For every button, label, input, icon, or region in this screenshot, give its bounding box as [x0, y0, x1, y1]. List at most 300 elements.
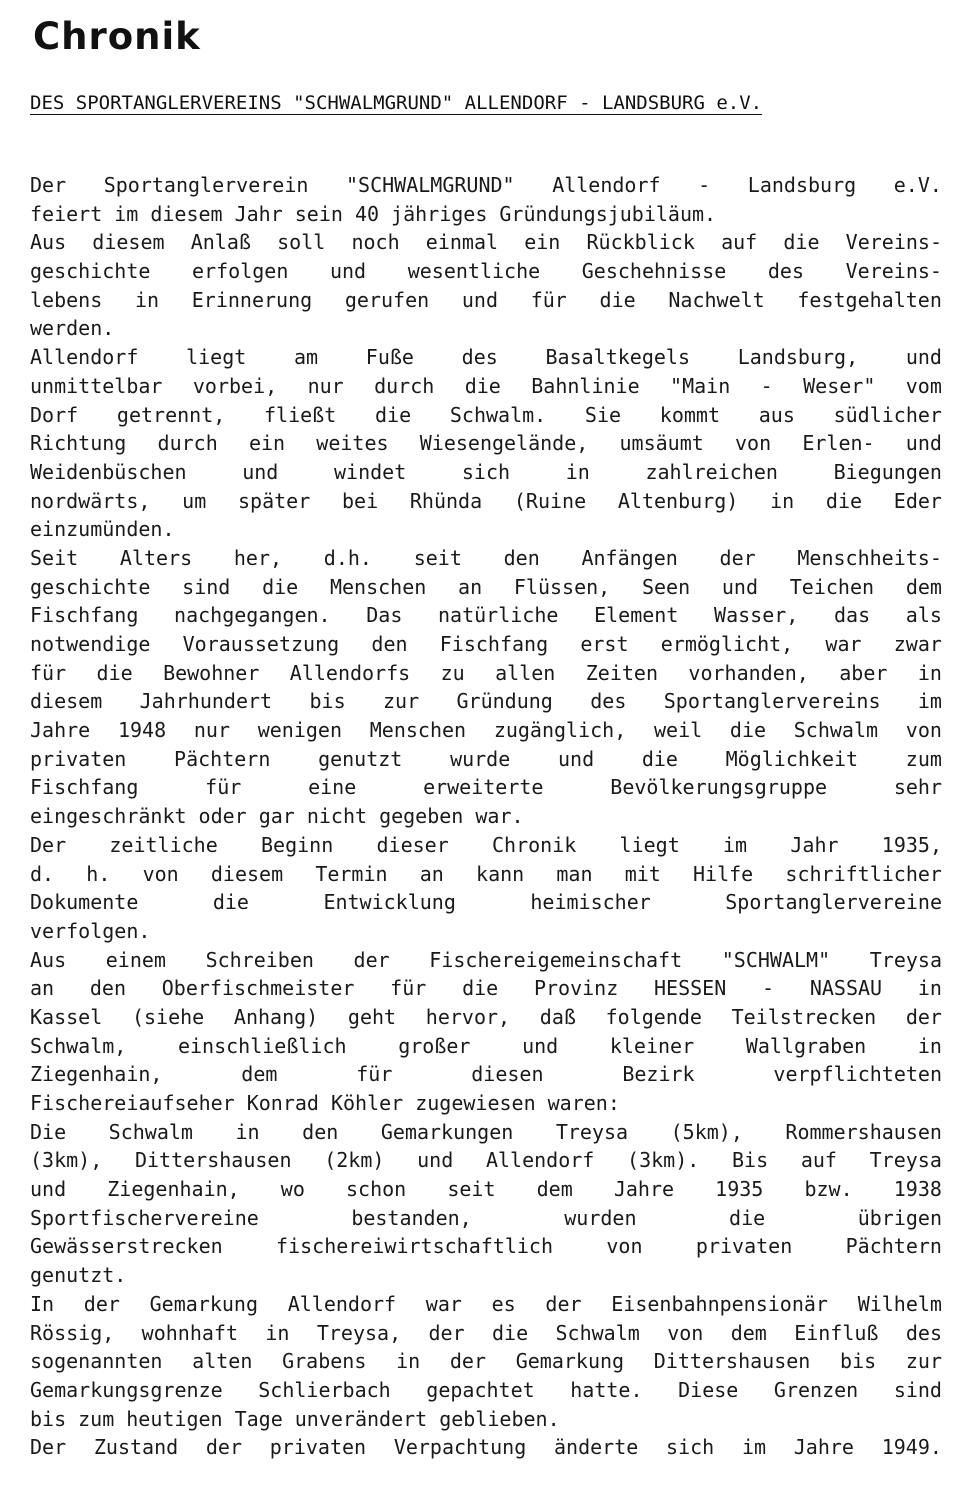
text-line [30, 630, 942, 659]
word: und [30, 1177, 67, 1202]
word: Treysa, [316, 1320, 402, 1345]
word: des [767, 259, 804, 284]
word: 1935 [715, 1177, 764, 1202]
word: seit [447, 1177, 496, 1202]
word: es [491, 1291, 516, 1316]
word: Anhang) [233, 1004, 319, 1029]
word: Weser" [803, 373, 876, 398]
word: (siehe [131, 1004, 205, 1029]
word: des [461, 345, 498, 370]
word: Biegungen [833, 459, 942, 484]
word: Fischereiaufseher [30, 1091, 235, 1115]
word: hatte. [570, 1377, 643, 1402]
text-line [30, 200, 942, 229]
word: schon [346, 1177, 407, 1202]
word: zum [78, 1406, 115, 1431]
word: die [262, 574, 299, 599]
word: Jahrhundert [139, 689, 273, 714]
word: im [917, 689, 942, 714]
word: 1948 [117, 718, 167, 743]
word: und [905, 345, 942, 370]
word: Eder [893, 488, 942, 513]
word: Der [30, 1435, 67, 1460]
word: getrennt, [116, 402, 226, 427]
word: 1935, [881, 832, 942, 857]
text-line [30, 171, 942, 200]
word: bzw. [804, 1177, 853, 1202]
word: 1938 [893, 1177, 942, 1202]
text-line [30, 773, 942, 802]
text-line [30, 659, 942, 688]
word: um [182, 488, 207, 513]
word: und [461, 287, 498, 312]
text-line [30, 1261, 942, 1290]
word: des [590, 689, 627, 714]
word: in [917, 976, 942, 1001]
word: Rückblick [586, 230, 695, 255]
word: durch [374, 373, 435, 398]
word: nur [193, 718, 230, 743]
word: nur [307, 373, 344, 398]
word: der [428, 1320, 465, 1345]
word: zur [905, 1349, 942, 1374]
word: einschließlich [177, 1033, 347, 1058]
word: der [719, 545, 756, 570]
word: Aus [30, 947, 67, 972]
word: des [905, 1320, 942, 1345]
word: daß [539, 1004, 576, 1029]
word: mit [624, 861, 661, 886]
word: Alters [119, 545, 193, 570]
word: in [917, 660, 942, 685]
word: hervor, [425, 1004, 511, 1029]
word: bis [840, 1349, 877, 1374]
word: bei [342, 488, 379, 513]
word: Gründung [456, 689, 553, 714]
word: gepachtet [426, 1377, 535, 1402]
word: verfolgen. [30, 918, 151, 943]
word: Gründungsjubiläum. [499, 201, 717, 226]
word: sehr [893, 775, 942, 800]
word: kleiner [609, 1033, 695, 1058]
word: Gemarkung [515, 1349, 625, 1374]
text-line [30, 601, 942, 630]
word: Der [30, 173, 67, 197]
word: (3km), [30, 1148, 103, 1173]
text-line [30, 573, 942, 602]
word: diesem [150, 201, 223, 226]
word: zu [440, 660, 465, 685]
word: Konrad [246, 1091, 319, 1115]
word: den [503, 545, 540, 570]
word: Chronik [492, 832, 577, 857]
word: gerufen [344, 287, 430, 312]
word: im [741, 1435, 767, 1460]
word: dem [241, 1062, 278, 1087]
word: bestanden, [351, 1205, 472, 1230]
word: genutzt. [30, 1263, 127, 1288]
word: heutigen [126, 1406, 223, 1431]
word: - [760, 373, 773, 398]
word: Jahre [613, 1177, 675, 1202]
word: die [492, 1320, 529, 1345]
text-line [30, 1204, 942, 1233]
word: ein [524, 230, 561, 255]
word: Fischfang [439, 632, 549, 656]
word: in [134, 287, 160, 312]
word: "SCHWALMGRUND" [346, 173, 515, 197]
word: Oberfischmeister [161, 976, 355, 1001]
word: an [419, 861, 444, 886]
word: Menschen [369, 718, 467, 743]
word: weites [316, 431, 389, 456]
word: zugänglich, [493, 718, 627, 743]
word: den [371, 632, 408, 656]
page-title: Chronik [33, 15, 201, 58]
word: Rhünda [409, 488, 483, 513]
word: der [545, 1291, 582, 1316]
word: und [242, 459, 279, 484]
word: und [905, 431, 942, 456]
word: Der [30, 832, 67, 857]
word: Landsburg [747, 173, 857, 197]
word: von [606, 1234, 643, 1259]
text-line [30, 1146, 942, 1175]
word: von [667, 1320, 704, 1345]
word: Allendorf [552, 173, 661, 197]
word: von [142, 861, 179, 886]
word: Seit [30, 545, 79, 570]
word: und [329, 259, 367, 284]
word: jähriges [391, 201, 488, 226]
word: Menschheits- [797, 545, 942, 570]
word: Provinz [533, 976, 619, 1001]
word: fließt [264, 402, 337, 427]
word: war. [475, 804, 524, 829]
word: kommt [659, 402, 720, 427]
word: Pächtern [845, 1234, 942, 1259]
word: geschichte [30, 574, 151, 599]
word: - [698, 173, 711, 197]
word: (5km), [670, 1119, 743, 1144]
text-line [30, 1032, 942, 1061]
word: In [30, 1291, 55, 1316]
word: Schreiben [205, 947, 314, 972]
word: die [212, 890, 249, 915]
word: großer [398, 1033, 471, 1058]
word: Jahr [234, 201, 283, 226]
word: und [522, 1033, 559, 1058]
body-text [30, 171, 942, 1462]
word: die [825, 488, 863, 513]
word: geblieben. [439, 1406, 560, 1431]
word: Ziegenhain, [107, 1177, 240, 1202]
word: Nachwelt [668, 287, 765, 312]
word: von [905, 718, 942, 743]
word: d.h. [323, 545, 372, 570]
word: Gewässerstrecken [30, 1234, 223, 1259]
text-line [30, 429, 942, 458]
word: schriftlicher [785, 861, 942, 886]
word: unmittelbar [30, 373, 163, 398]
text-line [30, 1290, 942, 1319]
word: südlicher [833, 402, 942, 427]
word: in [917, 1033, 942, 1058]
word: einzumünden. [30, 517, 175, 542]
word: e.V. [893, 173, 942, 197]
word: weil [654, 718, 703, 743]
word: im [723, 832, 748, 857]
word: seit [413, 545, 462, 570]
text-line [30, 1376, 942, 1405]
word: Gemarkung [149, 1291, 258, 1316]
word: Grabens [282, 1349, 367, 1374]
word: Allendorf [30, 345, 139, 370]
word: 1949. [881, 1435, 942, 1460]
word: "Main [670, 373, 731, 398]
text-line [30, 831, 942, 860]
word: dem [730, 1320, 767, 1345]
word: privaten [30, 746, 127, 771]
word: gar [258, 804, 295, 829]
word: in [396, 1349, 421, 1374]
word: die [641, 746, 678, 771]
word: Treysa [869, 1148, 942, 1173]
word: d. [30, 861, 55, 886]
word: kann [476, 861, 525, 886]
word: (2km) [324, 1148, 385, 1173]
word: Erlen- [802, 431, 875, 456]
word: in [235, 1119, 260, 1144]
word: Kassel [30, 1004, 103, 1029]
word: Bevölkerungsgruppe [610, 775, 828, 800]
word: dem [536, 1177, 573, 1202]
word: natürliche [438, 603, 559, 628]
word: Allendorf [287, 1291, 397, 1316]
word: windet [333, 459, 407, 484]
word: noch [351, 230, 400, 255]
word: Bezirk [622, 1062, 695, 1087]
word: Das [366, 603, 403, 628]
text-line [30, 1405, 942, 1434]
word: genutzt [318, 746, 403, 771]
text-line [30, 917, 942, 946]
text-line [30, 860, 942, 889]
word: Fuße [365, 345, 414, 370]
word: vom [905, 373, 942, 398]
word: Jahre [30, 718, 91, 743]
word: aber [839, 660, 888, 685]
word: Altenburg) [617, 488, 739, 513]
word: erst [580, 632, 629, 656]
text-line [30, 1347, 942, 1376]
text-line [30, 314, 942, 343]
word: am [294, 345, 319, 370]
word: durch [157, 431, 218, 456]
word: Tage [234, 1406, 283, 1431]
word: später [238, 488, 311, 513]
word: zugewiesen [415, 1091, 536, 1115]
text-line [30, 286, 942, 315]
word: Fischereigemeinschaft [429, 947, 683, 972]
word: ein [248, 431, 286, 456]
word: einem [105, 947, 166, 972]
word: zum [905, 746, 942, 771]
word: wesentliche [407, 259, 541, 284]
word: Zustand [93, 1435, 179, 1460]
word: die [729, 718, 767, 743]
word: Vereins- [845, 230, 942, 255]
word: Geschehnisse [581, 259, 727, 284]
word: erweiterte [423, 775, 544, 800]
text-line [30, 487, 942, 516]
word: Bewohner [163, 660, 260, 685]
word: geschichte [30, 259, 151, 284]
word: (3km). [627, 1148, 700, 1173]
text-line [30, 228, 942, 257]
word: Richtung [30, 431, 127, 456]
text-line [30, 1089, 942, 1118]
word: die [375, 402, 412, 427]
word: eingeschränkt [30, 804, 187, 829]
word: Gemarkungen [380, 1119, 514, 1144]
word: her, [233, 545, 283, 570]
word: Jahre [793, 1435, 854, 1460]
word: der [83, 1291, 120, 1316]
word: die [783, 230, 820, 255]
text-line [30, 1118, 942, 1147]
word: vorbei, [192, 373, 278, 398]
word: fischereiwirtschaftlich [276, 1234, 553, 1259]
word: vorhanden, [688, 660, 809, 685]
word: die [96, 660, 133, 685]
word: im [114, 201, 139, 226]
document-subtitle: DES SPORTANGLERVEREINS "SCHWALMGRUND" ALLENDORF - LANDSBURG e.V. [30, 92, 763, 114]
word: Vereins- [845, 259, 942, 284]
word: Die [30, 1119, 67, 1144]
word: Sportanglervereins [663, 689, 881, 714]
word: Flüssen, [513, 574, 611, 599]
word: NASSAU [809, 976, 883, 1001]
word: wurden [564, 1205, 637, 1230]
word: Sie [584, 402, 622, 427]
word: sind [893, 1377, 942, 1402]
word: Sportanglerverein [103, 173, 309, 197]
text-line [30, 1433, 942, 1462]
word: Treysa [555, 1119, 629, 1144]
word: Sportfischervereine [30, 1205, 259, 1230]
word: auf [800, 1148, 837, 1173]
word: von [735, 431, 772, 456]
word: Teilstrecken [731, 1004, 877, 1029]
word: soll [277, 230, 326, 255]
word: Wiesengelände, [419, 431, 589, 456]
word: war [425, 1291, 462, 1316]
word: diesem [210, 861, 284, 886]
word: Teichen [789, 574, 875, 599]
word: für [30, 660, 67, 685]
word: oder [198, 804, 247, 829]
word: nicht [306, 804, 368, 829]
word: zeitliche [109, 832, 218, 857]
word: zwar [893, 632, 942, 656]
word: Basaltkegels [545, 345, 690, 370]
word: Allendorfs [289, 660, 411, 685]
word: Dittershausen [653, 1349, 811, 1374]
word: heimischer [530, 890, 651, 915]
word: privaten [269, 1435, 367, 1460]
word: alten [192, 1349, 253, 1374]
word: Element [594, 603, 679, 628]
text-line [30, 458, 942, 487]
word: Schwalm [555, 1320, 640, 1345]
word: verpflichteten [773, 1062, 942, 1087]
word: Wilhelm [857, 1291, 942, 1316]
word: die [464, 373, 501, 398]
word: Schwalm, [30, 1033, 127, 1058]
word: lebens [30, 287, 103, 312]
word: Schlierbach [258, 1377, 391, 1402]
text-line [30, 974, 942, 1003]
word: als [905, 603, 942, 628]
word: zur [383, 689, 420, 714]
word: allen [495, 660, 556, 685]
word: Fischfang [30, 603, 139, 628]
word: geht [347, 1004, 397, 1029]
word: den [302, 1119, 339, 1144]
text-line [30, 1003, 942, 1032]
word: Anlaß [190, 230, 251, 255]
word: bis [309, 689, 346, 714]
word: Rommershausen [785, 1119, 942, 1144]
word: HESSEN [654, 976, 727, 1001]
word: Wallgraben [745, 1033, 867, 1058]
word: der [205, 1435, 243, 1460]
word: und [417, 1148, 454, 1173]
word: Dittershausen [134, 1148, 292, 1173]
word: Anfängen [581, 545, 678, 570]
word: Bis [731, 1148, 769, 1173]
text-line [30, 716, 942, 745]
word: festgehalten [797, 287, 942, 312]
text-line [30, 802, 942, 831]
word: Sportanglervereine [725, 890, 942, 915]
word: liegt [186, 345, 247, 370]
word: Pächtern [174, 746, 271, 771]
word: war [825, 632, 862, 656]
word: diesem [92, 230, 165, 255]
word: privaten [695, 1234, 793, 1259]
text-line [30, 372, 942, 401]
word: übrigen [857, 1205, 942, 1230]
word: aus [758, 402, 795, 427]
word: Köhler [330, 1091, 404, 1115]
word: waren: [547, 1091, 620, 1115]
word: ermöglicht, [660, 632, 794, 656]
word: Möglichkeit [725, 746, 859, 771]
word: Allendorf [485, 1148, 595, 1173]
word: der [905, 1004, 942, 1029]
word: wo [280, 1177, 305, 1202]
word: Diese [678, 1377, 739, 1402]
word: Landsburg, [737, 345, 859, 370]
word: Beginn [261, 832, 334, 857]
word: Rössig, [30, 1320, 115, 1345]
text-line [30, 1232, 942, 1261]
word: den [89, 976, 126, 1001]
word: Hilfe [693, 861, 754, 886]
text-line [30, 946, 942, 975]
